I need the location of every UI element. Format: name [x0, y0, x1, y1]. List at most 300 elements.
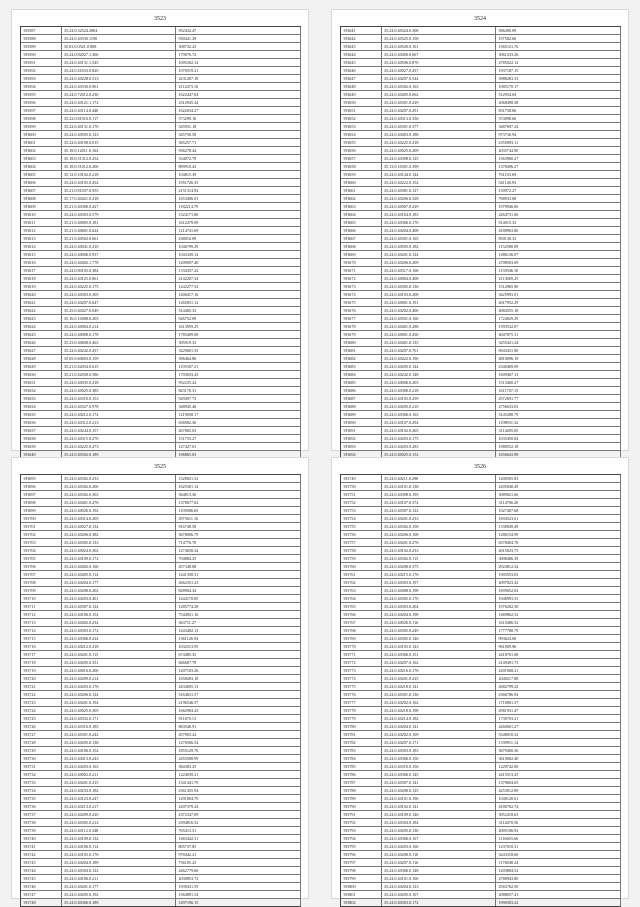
value-cell: 761103.69	[496, 171, 621, 178]
value-cell: 1609467.13	[496, 371, 621, 378]
table-row	[21, 851, 301, 859]
cadastral-number-cell: 35.24.0.40506.0.870	[382, 59, 497, 66]
row-id-cell: 193683	[341, 363, 382, 370]
cadastral-number-cell: 35.24.0.40207.0.162	[382, 659, 497, 666]
value-cell: 1209097.40	[176, 259, 301, 266]
row-id-cell: 193712	[21, 611, 62, 618]
table-row	[341, 803, 621, 811]
table-row	[21, 395, 301, 403]
row-id-cell: 193662	[341, 195, 382, 202]
value-cell: 2151314.92	[176, 187, 301, 194]
table-row	[341, 195, 621, 203]
cadastral-number-cell: 35.16.0.10408.0.203	[62, 315, 177, 322]
row-id-cell: 193672	[341, 275, 382, 282]
row-id-cell: 193632	[21, 387, 62, 394]
table-row	[21, 115, 301, 123]
value-cell: 1032513.95	[176, 643, 301, 650]
cadastral-number-cell: 35.24.0.40112.0.348	[62, 827, 177, 834]
table-row	[341, 323, 621, 331]
cadastral-number-cell: 35.18.0.12011.0.164	[62, 147, 177, 154]
row-id-cell: 193628	[21, 355, 62, 362]
cadastral-number-cell: 35.24.0.40027.0.437	[382, 67, 497, 74]
cadastral-number-cell: 35.24.0.40125.0.861	[62, 275, 177, 282]
document-page	[12, 10, 308, 457]
value-cell: 978442.21	[176, 851, 301, 858]
cadastral-number-cell: 35.24.0.40024.0.302	[62, 547, 177, 554]
cadastral-number-cell: 35.24.0.40244.0.157	[62, 427, 177, 434]
value-cell: 850130.33	[496, 235, 621, 242]
cadastral-number-cell: 35.24.0.40305.0.136	[382, 283, 497, 290]
table-row	[341, 531, 621, 539]
value-cell: 1565121.76	[496, 43, 621, 50]
row-id-cell: 193614	[21, 243, 62, 250]
table-row	[341, 707, 621, 715]
value-cell: 1625301.14	[176, 483, 301, 490]
row-id-cell: 193638	[21, 435, 62, 442]
table-row	[341, 67, 621, 75]
row-id-cell: 193664	[341, 211, 382, 218]
cadastral-number-cell: 35.24.0.40505.0.182	[382, 243, 497, 250]
value-cell: 1214741.69	[176, 227, 301, 234]
value-cell: 573299.16	[176, 115, 301, 122]
table-row	[341, 507, 621, 515]
cadastral-number-cell: 35.24.0.40303.0.172	[382, 899, 497, 906]
table-row	[341, 691, 621, 699]
value-cell: 914015.33	[496, 219, 621, 226]
cadastral-number-cell: 35.24.0.40203.0.163	[62, 763, 177, 770]
row-id-cell: 193623	[21, 315, 62, 322]
value-cell: 1622034.27	[176, 107, 301, 114]
row-id-cell: 193787	[341, 779, 382, 786]
table-row	[21, 347, 301, 355]
table-row	[21, 891, 301, 899]
value-cell: 104815.39	[176, 171, 301, 178]
row-id-cell: 193660	[341, 179, 382, 186]
table-row	[21, 627, 301, 635]
value-cell: 384383.25	[176, 763, 301, 770]
table-row	[21, 267, 301, 275]
row-id-cell: 193751	[341, 491, 382, 498]
table-row	[341, 595, 621, 603]
row-id-cell: 193753	[341, 507, 382, 514]
cadastral-number-cell: 35.24.0.40202.0.162	[382, 699, 497, 706]
value-cell: 1378496.27	[496, 163, 621, 170]
row-id-cell: 193631	[21, 379, 62, 386]
value-cell: 1785409.08	[176, 331, 301, 338]
row-id-cell: 193637	[21, 427, 62, 434]
cadastral-number-cell: 35.22.0.81016.0.117	[62, 115, 177, 122]
value-cell: 1937187.15	[496, 67, 621, 74]
cadastral-number-cell: 35.24.0.32524.2804	[62, 27, 177, 34]
cadastral-number-cell: 35.24.0.40201.0.177	[62, 883, 177, 890]
value-cell: 930421.29	[176, 35, 301, 42]
table-row	[21, 371, 301, 379]
cadastral-number-cell: 35.24.0.40308.0.125	[382, 155, 497, 162]
row-id-cell: 193747	[21, 891, 62, 898]
table-row	[21, 867, 301, 875]
table-row	[341, 59, 621, 67]
cadastral-number-cell: 35.24.0.40026.0.116	[382, 619, 497, 626]
row-id-cell: 193736	[21, 803, 62, 810]
table-row	[341, 899, 621, 907]
table-row	[21, 139, 301, 147]
row-id-cell: 193653	[341, 123, 382, 130]
table-row	[341, 475, 621, 483]
cadastral-number-cell: 35.24.0.40405.0.062	[382, 91, 497, 98]
value-cell: 916748.58	[176, 523, 301, 530]
value-cell: 1658203.18	[176, 675, 301, 682]
cadastral-number-cell: 35.24.0.40105.0.176	[62, 851, 177, 858]
table-row	[341, 123, 621, 131]
row-id-cell: 193773	[341, 667, 382, 674]
value-cell: 2372347.09	[176, 811, 301, 818]
row-id-cell: 193615	[21, 251, 62, 258]
row-id-cell: 193770	[341, 643, 382, 650]
value-cell: 1242277.52	[176, 283, 301, 290]
value-cell: 1444170.85	[176, 595, 301, 602]
row-id-cell: 193619	[21, 283, 62, 290]
value-cell: 1694523.61	[496, 515, 621, 522]
row-id-cell: 193597	[21, 107, 62, 114]
table-row	[21, 795, 301, 803]
value-cell: 1497196.15	[176, 899, 301, 906]
value-cell: 704884.25	[176, 555, 301, 562]
value-cell: 1027407.68	[496, 507, 621, 514]
value-cell: 2975611.16	[176, 515, 301, 522]
value-cell: 2142207.34	[176, 275, 301, 282]
cadastral-number-cell: 35.24.0.40302.0.363	[62, 491, 177, 498]
table-row	[341, 315, 621, 323]
page-number: 3526	[474, 464, 486, 470]
value-cell: 2418761.68	[496, 651, 621, 658]
row-id-cell: 193718	[21, 659, 62, 666]
cadastral-number-cell: 35.24.0.40001.0.450	[382, 331, 497, 338]
table-row	[341, 763, 621, 771]
row-id-cell: 193609	[21, 203, 62, 210]
value-cell: 7544921.16	[176, 611, 301, 618]
cadastral-number-cell: 35.24.0.40402.1.778	[62, 259, 177, 266]
row-id-cell: 193738	[21, 819, 62, 826]
table-row	[341, 579, 621, 587]
cadastral-number-cell: 35.24.0.40305.0.212	[62, 819, 177, 826]
row-id-cell: 193697	[21, 491, 62, 498]
table-row	[341, 875, 621, 883]
cadastral-number-cell: 35.24.0.40301.0.242	[62, 731, 177, 738]
row-id-cell: 193797	[341, 859, 382, 866]
value-cell: 3425993.01	[496, 291, 621, 298]
table-row	[21, 283, 301, 291]
table-row	[21, 539, 301, 547]
cadastral-number-cell: 35.21.0.42034.0.615	[62, 363, 177, 370]
value-cell: 1219058.17	[176, 411, 301, 418]
value-cell: 961009.96	[496, 643, 621, 650]
cadastral-number-cell: 35.24.0.40208.0.110	[382, 851, 497, 858]
table-row	[21, 307, 301, 315]
cadastral-number-cell: 35.21.0.40601.0.624	[62, 227, 177, 234]
table-row	[341, 131, 621, 139]
table-row	[21, 651, 301, 659]
row-id-cell: 193654	[341, 131, 382, 138]
cadastral-number-cell: 35.24.0.40107.0.294	[382, 419, 497, 426]
table-row	[341, 275, 621, 283]
table-row	[21, 35, 301, 43]
cadastral-number-cell: 35.24.0.40106.0.114	[62, 843, 177, 850]
table-row	[341, 787, 621, 795]
row-id-cell: 193785	[341, 763, 382, 770]
cadastral-number-cell: 35.24.0.40422.0.190	[382, 355, 497, 362]
value-cell: 1135946.10	[496, 267, 621, 274]
value-cell: 348945.46	[176, 403, 301, 410]
value-cell: 1274658.34	[176, 547, 301, 554]
cadastral-number-cell: 35.24.0.40330.0.961	[62, 83, 177, 90]
row-id-cell: 193798	[341, 867, 382, 874]
cadastral-number-cell: 35.24.0.40102.0.141	[382, 803, 497, 810]
row-id-cell: 193599	[21, 123, 62, 130]
table-row	[341, 779, 621, 787]
row-id-cell: 193686	[341, 387, 382, 394]
cadastral-number-cell: 35.24.0.40205.0.331	[62, 659, 177, 666]
row-id-cell: 193733	[21, 779, 62, 786]
row-id-cell: 193741	[21, 843, 62, 850]
cadastral-number-cell: 35.24.0.40306.0.163	[382, 411, 497, 418]
cadastral-number-cell: 35.21.0.40300.0.427	[62, 203, 177, 210]
value-cell: 1710001.37	[496, 699, 621, 706]
value-cell: 308732.23	[176, 43, 301, 50]
value-cell: 3114495.05	[496, 427, 621, 434]
row-id-cell: 193690	[341, 419, 382, 426]
value-cell: 1207103.26	[176, 667, 301, 674]
table-row	[21, 171, 301, 179]
row-id-cell: 193596	[21, 99, 62, 106]
table-row	[341, 379, 621, 387]
cadastral-number-cell: 35.24.0.40207.0.171	[382, 739, 497, 746]
table-row	[21, 99, 301, 107]
table-row	[341, 259, 621, 267]
table-row	[341, 267, 621, 275]
value-cell: 1040120.61	[496, 795, 621, 802]
table-row	[21, 747, 301, 755]
table-row	[21, 827, 301, 835]
table-row	[21, 363, 301, 371]
table-row	[341, 235, 621, 243]
value-cell: 2097023.42	[496, 579, 621, 586]
row-id-cell: 193624	[21, 323, 62, 330]
value-cell: 1611707.15	[496, 387, 621, 394]
value-cell: 3255421.24	[496, 339, 621, 346]
cadastral-number-cell: 35.24.0.40306.0.145	[382, 771, 497, 778]
table-row	[21, 491, 301, 499]
value-cell: 936278.44	[176, 147, 301, 154]
table-row	[21, 883, 301, 891]
cadastral-number-cell: 35.24.0.40301.0.136	[382, 691, 497, 698]
table-row	[21, 299, 301, 307]
value-cell: 3114706.20	[496, 499, 621, 506]
table-row	[341, 851, 621, 859]
table-row	[21, 291, 301, 299]
value-cell: 636982.36	[176, 419, 301, 426]
value-cell: 541140.93	[496, 179, 621, 186]
table-row	[341, 107, 621, 115]
cadastral-number-cell: 35.24.0.40107.0.374	[382, 499, 497, 506]
cadastral-number-cell: 35.22.0.40131.0.170	[62, 123, 177, 130]
row-id-cell: 193724	[21, 707, 62, 714]
value-cell: 1980552.18	[496, 443, 621, 450]
value-cell: 3678006.79	[176, 531, 301, 538]
value-cell: 768933.68	[496, 195, 621, 202]
cadastral-number-cell: 35.18.0.51012.0.200	[62, 163, 177, 170]
table-row	[341, 163, 621, 171]
value-cell: 365257.71	[176, 139, 301, 146]
table-row	[341, 35, 621, 43]
table-row	[341, 339, 621, 347]
value-cell: 674485.35	[176, 651, 301, 658]
cadastral-number-cell: 35.24.0.40501.0.160	[382, 315, 497, 322]
row-id-cell: 193629	[21, 363, 62, 370]
value-cell: 2068498.38	[496, 99, 621, 106]
cadastral-number-cell: 35.24.0.40381.0.127	[382, 187, 497, 194]
value-cell: 3089021.66	[496, 491, 621, 498]
row-id-cell: 193663	[341, 203, 382, 210]
row-id-cell: 193779	[341, 715, 382, 722]
value-cell: 1443402.13	[176, 627, 301, 634]
row-id-cell: 193636	[21, 419, 62, 426]
row-id-cell: 193601	[21, 139, 62, 146]
cadastral-number-cell: 35.24.0.40310.0.156	[382, 763, 497, 770]
value-cell: 2231207.18	[176, 75, 301, 82]
row-id-cell: 193687	[341, 395, 382, 402]
value-cell: 736105.23	[176, 859, 301, 866]
value-cell: 345750.58	[176, 131, 301, 138]
table-row	[341, 179, 621, 187]
cadastral-number-cell: 35.24.0.40402.0.234	[62, 619, 177, 626]
table-row	[341, 491, 621, 499]
value-cell: 4015023.75	[496, 547, 621, 554]
value-cell: 1198931.32	[496, 419, 621, 426]
table-row	[21, 707, 301, 715]
cadastral-number-cell: 35.24.0.40025.0.385	[62, 387, 177, 394]
row-id-cell: 193606	[21, 179, 62, 186]
cadastral-number-cell: 35.24.0.40201.0.233	[382, 515, 497, 522]
value-cell: 545931.18	[176, 123, 301, 130]
cadastral-number-cell: 35.24.0.40313.0.336	[382, 115, 497, 122]
value-cell: 1285774.28	[176, 603, 301, 610]
value-cell: 1951726.35	[176, 179, 301, 186]
cadastral-number-cell: 35.24.0.40505.0.123	[62, 131, 177, 138]
row-id-cell: 193684	[341, 371, 382, 378]
table-row	[341, 43, 621, 51]
table-row	[21, 731, 301, 739]
value-cell: 3145280.79	[496, 411, 621, 418]
cadastral-number-cell: 35.21.0.40005.0.181	[62, 219, 177, 226]
value-cell: 3487697.24	[496, 123, 621, 130]
value-cell: 1046799.29	[176, 243, 301, 250]
table-row	[21, 739, 301, 747]
table-row	[341, 643, 621, 651]
value-cell: 846607.79	[176, 659, 301, 666]
table-row	[341, 371, 621, 379]
cadastral-number-cell: 35.24.0.40025.0.305	[62, 707, 177, 714]
row-id-cell: 193758	[341, 547, 382, 554]
value-cell: 1406417.16	[176, 291, 301, 298]
cadastral-number-cell: 35.24.0.40406.0.667	[382, 51, 497, 58]
cadastral-number-cell: 35.24.0.40203.0.401	[62, 595, 177, 602]
table-row	[341, 155, 621, 163]
row-id-cell: 193799	[341, 875, 382, 882]
table-row	[21, 499, 301, 507]
row-id-cell: 193598	[21, 115, 62, 122]
table-row	[21, 339, 301, 347]
value-cell: 1200505.83	[496, 475, 621, 482]
row-id-cell: 193739	[21, 827, 62, 834]
value-cell: 150972.27	[496, 187, 621, 194]
row-id-cell: 193793	[341, 827, 382, 834]
cadastral-number-cell: 35.24.0.40212.0.418	[62, 643, 177, 650]
table-row	[21, 571, 301, 579]
cadastral-number-cell: 35.24.0.40314.0.205	[62, 515, 177, 522]
table-row	[21, 715, 301, 723]
cadastral-number-cell: 35.24.0.40303.0.172	[62, 627, 177, 634]
row-id-cell: 193674	[341, 291, 382, 298]
table-row	[21, 723, 301, 731]
row-id-cell: 193743	[21, 859, 62, 866]
table-row	[21, 547, 301, 555]
table-row	[341, 819, 621, 827]
cadastral-number-cell: 35.24.0.40207.0.291	[382, 107, 497, 114]
row-id-cell: 193721	[21, 683, 62, 690]
cadastral-number-cell: 35.24.0.40006.0.937	[62, 251, 177, 258]
row-id-cell: 193639	[21, 443, 62, 450]
cadastral-number-cell: 35.24.0.40208.0.125	[382, 787, 497, 794]
cadastral-number-cell: 35.24.0.40207.0.116	[382, 859, 497, 866]
cadastral-number-cell: 35.24.0.40242.0.148	[382, 371, 497, 378]
value-cell: 1035450.84	[496, 435, 621, 442]
value-cell: 2205040.49	[496, 483, 621, 490]
table-row	[341, 867, 621, 875]
cadastral-number-cell: 35.24.0.40302.0.163	[382, 83, 497, 90]
table-row	[21, 379, 301, 387]
row-id-cell: 193668	[341, 243, 382, 250]
value-cell: 514465.33	[176, 307, 301, 314]
row-id-cell: 193740	[21, 835, 62, 842]
cadastral-number-cell: 35.24.0.40007.0.229	[382, 203, 497, 210]
table-row	[341, 723, 621, 731]
table-row	[341, 683, 621, 691]
value-cell: 4260601.27	[496, 723, 621, 730]
value-cell: 1291804.79	[176, 795, 301, 802]
value-cell: 1276566.54	[176, 739, 301, 746]
value-cell: 2981931.47	[496, 707, 621, 714]
cadastral-number-cell: 35.24.0.80105.0.384	[62, 267, 177, 274]
row-id-cell: 193620	[21, 291, 62, 298]
row-id-cell: 193702	[21, 531, 62, 538]
row-id-cell: 193716	[21, 643, 62, 650]
data-table	[340, 26, 621, 459]
table-row	[21, 275, 301, 283]
row-id-cell: 193707	[21, 571, 62, 578]
cadastral-number-cell: 35.24.0.40041.0.410	[62, 243, 177, 250]
value-cell: 1703033.43	[176, 371, 301, 378]
table-row	[341, 331, 621, 339]
value-cell: 4017952.29	[496, 299, 621, 306]
row-id-cell: 193642	[341, 35, 382, 42]
value-cell: 2340469.09	[496, 363, 621, 370]
row-id-cell: 193696	[21, 483, 62, 490]
row-id-cell: 193693	[341, 443, 382, 450]
table-row	[21, 779, 301, 787]
cadastral-number-cell: 35.24.0.40202.0.109	[382, 731, 497, 738]
table-row	[21, 643, 301, 651]
value-cell: 2113069.25	[496, 275, 621, 282]
